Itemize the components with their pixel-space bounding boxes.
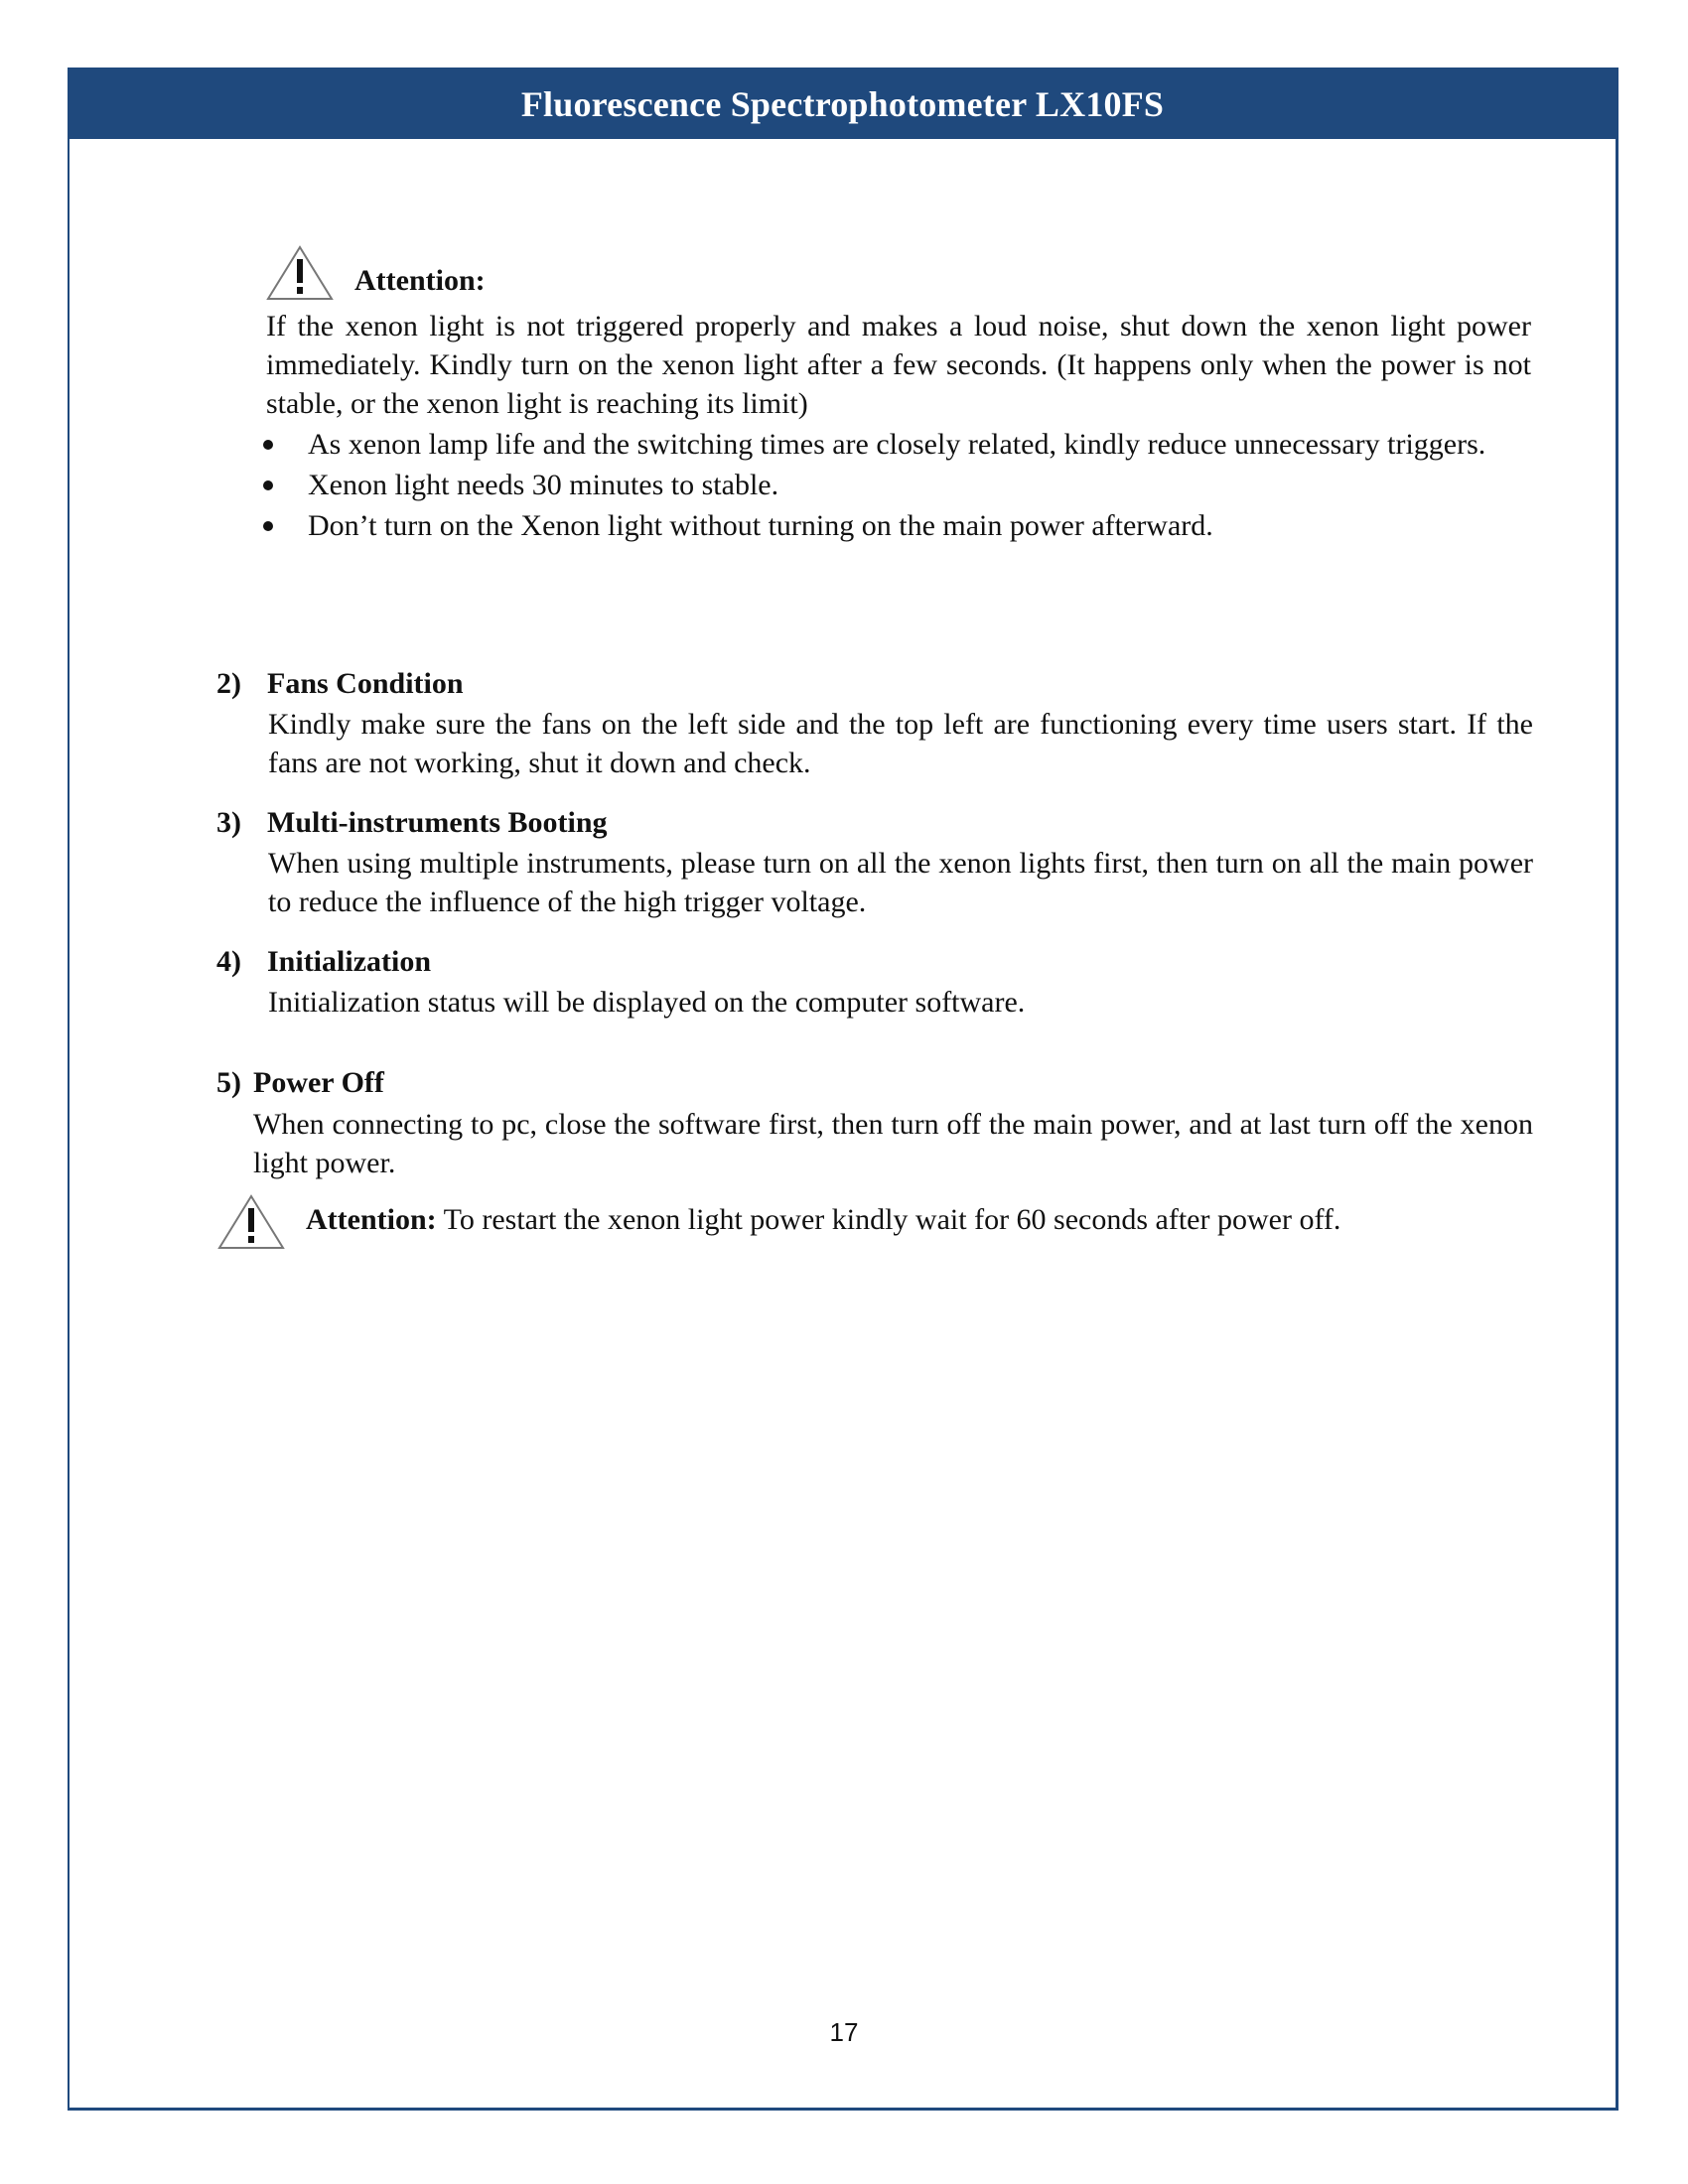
section-body-initialization: Initialization status will be displayed on the computer software. <box>268 986 1026 1019</box>
power-off-attention <box>306 1203 1340 1237</box>
warning-triangle-icon <box>217 1194 285 1250</box>
section-number: 2) <box>216 667 241 700</box>
attention-text: To restart the xenon light power kindly wait for 60 seconds after power off. <box>443 1203 1341 1236</box>
warning-triangle-icon <box>266 245 334 301</box>
section-title: Power Off <box>253 1066 384 1099</box>
attention-paragraph: If the xenon light is not triggered properly and makes a loud noise, shut down the xenon light power immediately. Kindly turn on the xenon light after a few seconds. (It happens only when the power is not stable, or the xenon light is reaching its limit) <box>266 310 1531 420</box>
section-heading-fans-condition <box>216 667 464 701</box>
section-heading-initialization <box>216 945 431 979</box>
bullet-text: Xenon light needs 30 minutes to stable. <box>308 469 779 501</box>
bullet-icon <box>263 480 273 490</box>
attention-title: Attention: <box>354 264 486 297</box>
bullet-text: Don’t turn on the Xenon light without turning on the main power afterward. <box>308 509 1213 542</box>
list-item <box>263 466 1531 504</box>
page-number: 17 <box>829 2017 859 2047</box>
attention-label: Attention: <box>306 1203 437 1236</box>
attention-bullet-list <box>263 425 1531 547</box>
page-title: Fluorescence Spectrophotometer LX10FS <box>520 84 1165 124</box>
section-body-power-off: When connecting to pc, close the software first, then turn off the main power, and at last turn off the xenon light power. <box>253 1108 1533 1179</box>
page-header <box>70 69 1616 139</box>
bullet-text: As xenon lamp life and the switching times are closely related, kindly reduce unnecessary triggers. <box>308 428 1486 461</box>
bullet-icon <box>263 440 273 450</box>
bullet-icon <box>263 521 273 531</box>
section-body-fans-condition: Kindly make sure the fans on the left side and the top left are functioning every time users start. If the fans are not working, shut it down and check. <box>268 708 1533 779</box>
section-heading-power-off <box>216 1066 384 1100</box>
section-number: 3) <box>216 806 241 839</box>
section-body-multi-instruments-booting: When using multiple instruments, please turn on all the xenon lights first, then turn on all the main power to reduce the influence of the high trigger voltage. <box>268 847 1533 918</box>
section-number: 4) <box>216 945 241 978</box>
section-number: 5) <box>216 1066 241 1099</box>
list-item <box>263 425 1531 464</box>
list-item <box>263 506 1531 545</box>
section-title: Multi-instruments Booting <box>267 806 608 839</box>
section-title: Fans Condition <box>267 667 464 700</box>
section-title: Initialization <box>267 945 432 978</box>
section-heading-multi-instruments-booting <box>216 806 608 840</box>
